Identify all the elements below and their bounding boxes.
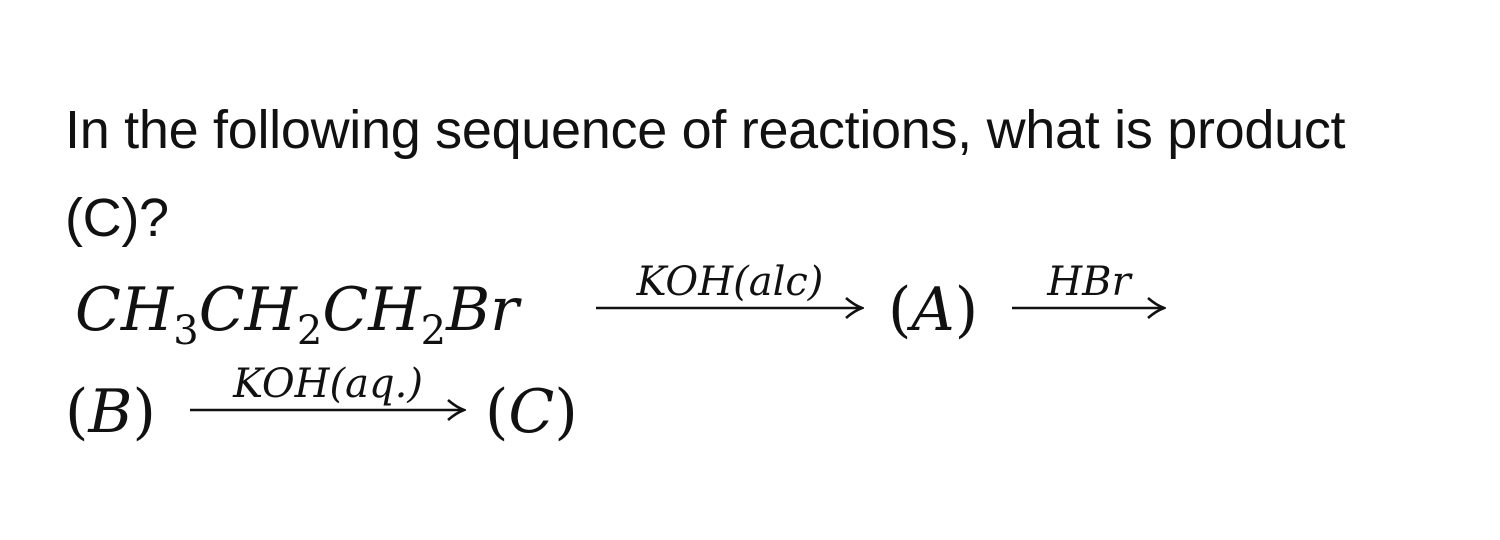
reaction-arrow-3 <box>190 362 466 422</box>
reagent-koh-alc: KOH(alc) <box>636 259 824 305</box>
product-c: (C) <box>485 377 578 447</box>
question-text: In the following sequence of reactions, what is product (C)? <box>65 100 1346 248</box>
product-a: (A) <box>888 275 979 345</box>
reactant-part-1: $CH_3$ <box>75 275 199 354</box>
reactant-part-3: $CH_2$ <box>322 275 447 354</box>
reactant-part-4: Br <box>446 275 519 345</box>
product-b: (B) <box>65 377 156 447</box>
right-arrow-icon <box>596 296 864 320</box>
reaction-arrow-1 <box>596 260 864 320</box>
reactant-formula <box>75 275 519 354</box>
reagent-koh-aq: KOH(aq.) <box>233 361 423 407</box>
right-arrow-icon <box>1012 296 1166 320</box>
reagent-hbr: HBr <box>1047 259 1131 305</box>
reaction-arrow-2 <box>1012 260 1166 320</box>
right-arrow-icon <box>190 398 466 422</box>
reactant-part-2: $CH_2$ <box>198 275 323 354</box>
